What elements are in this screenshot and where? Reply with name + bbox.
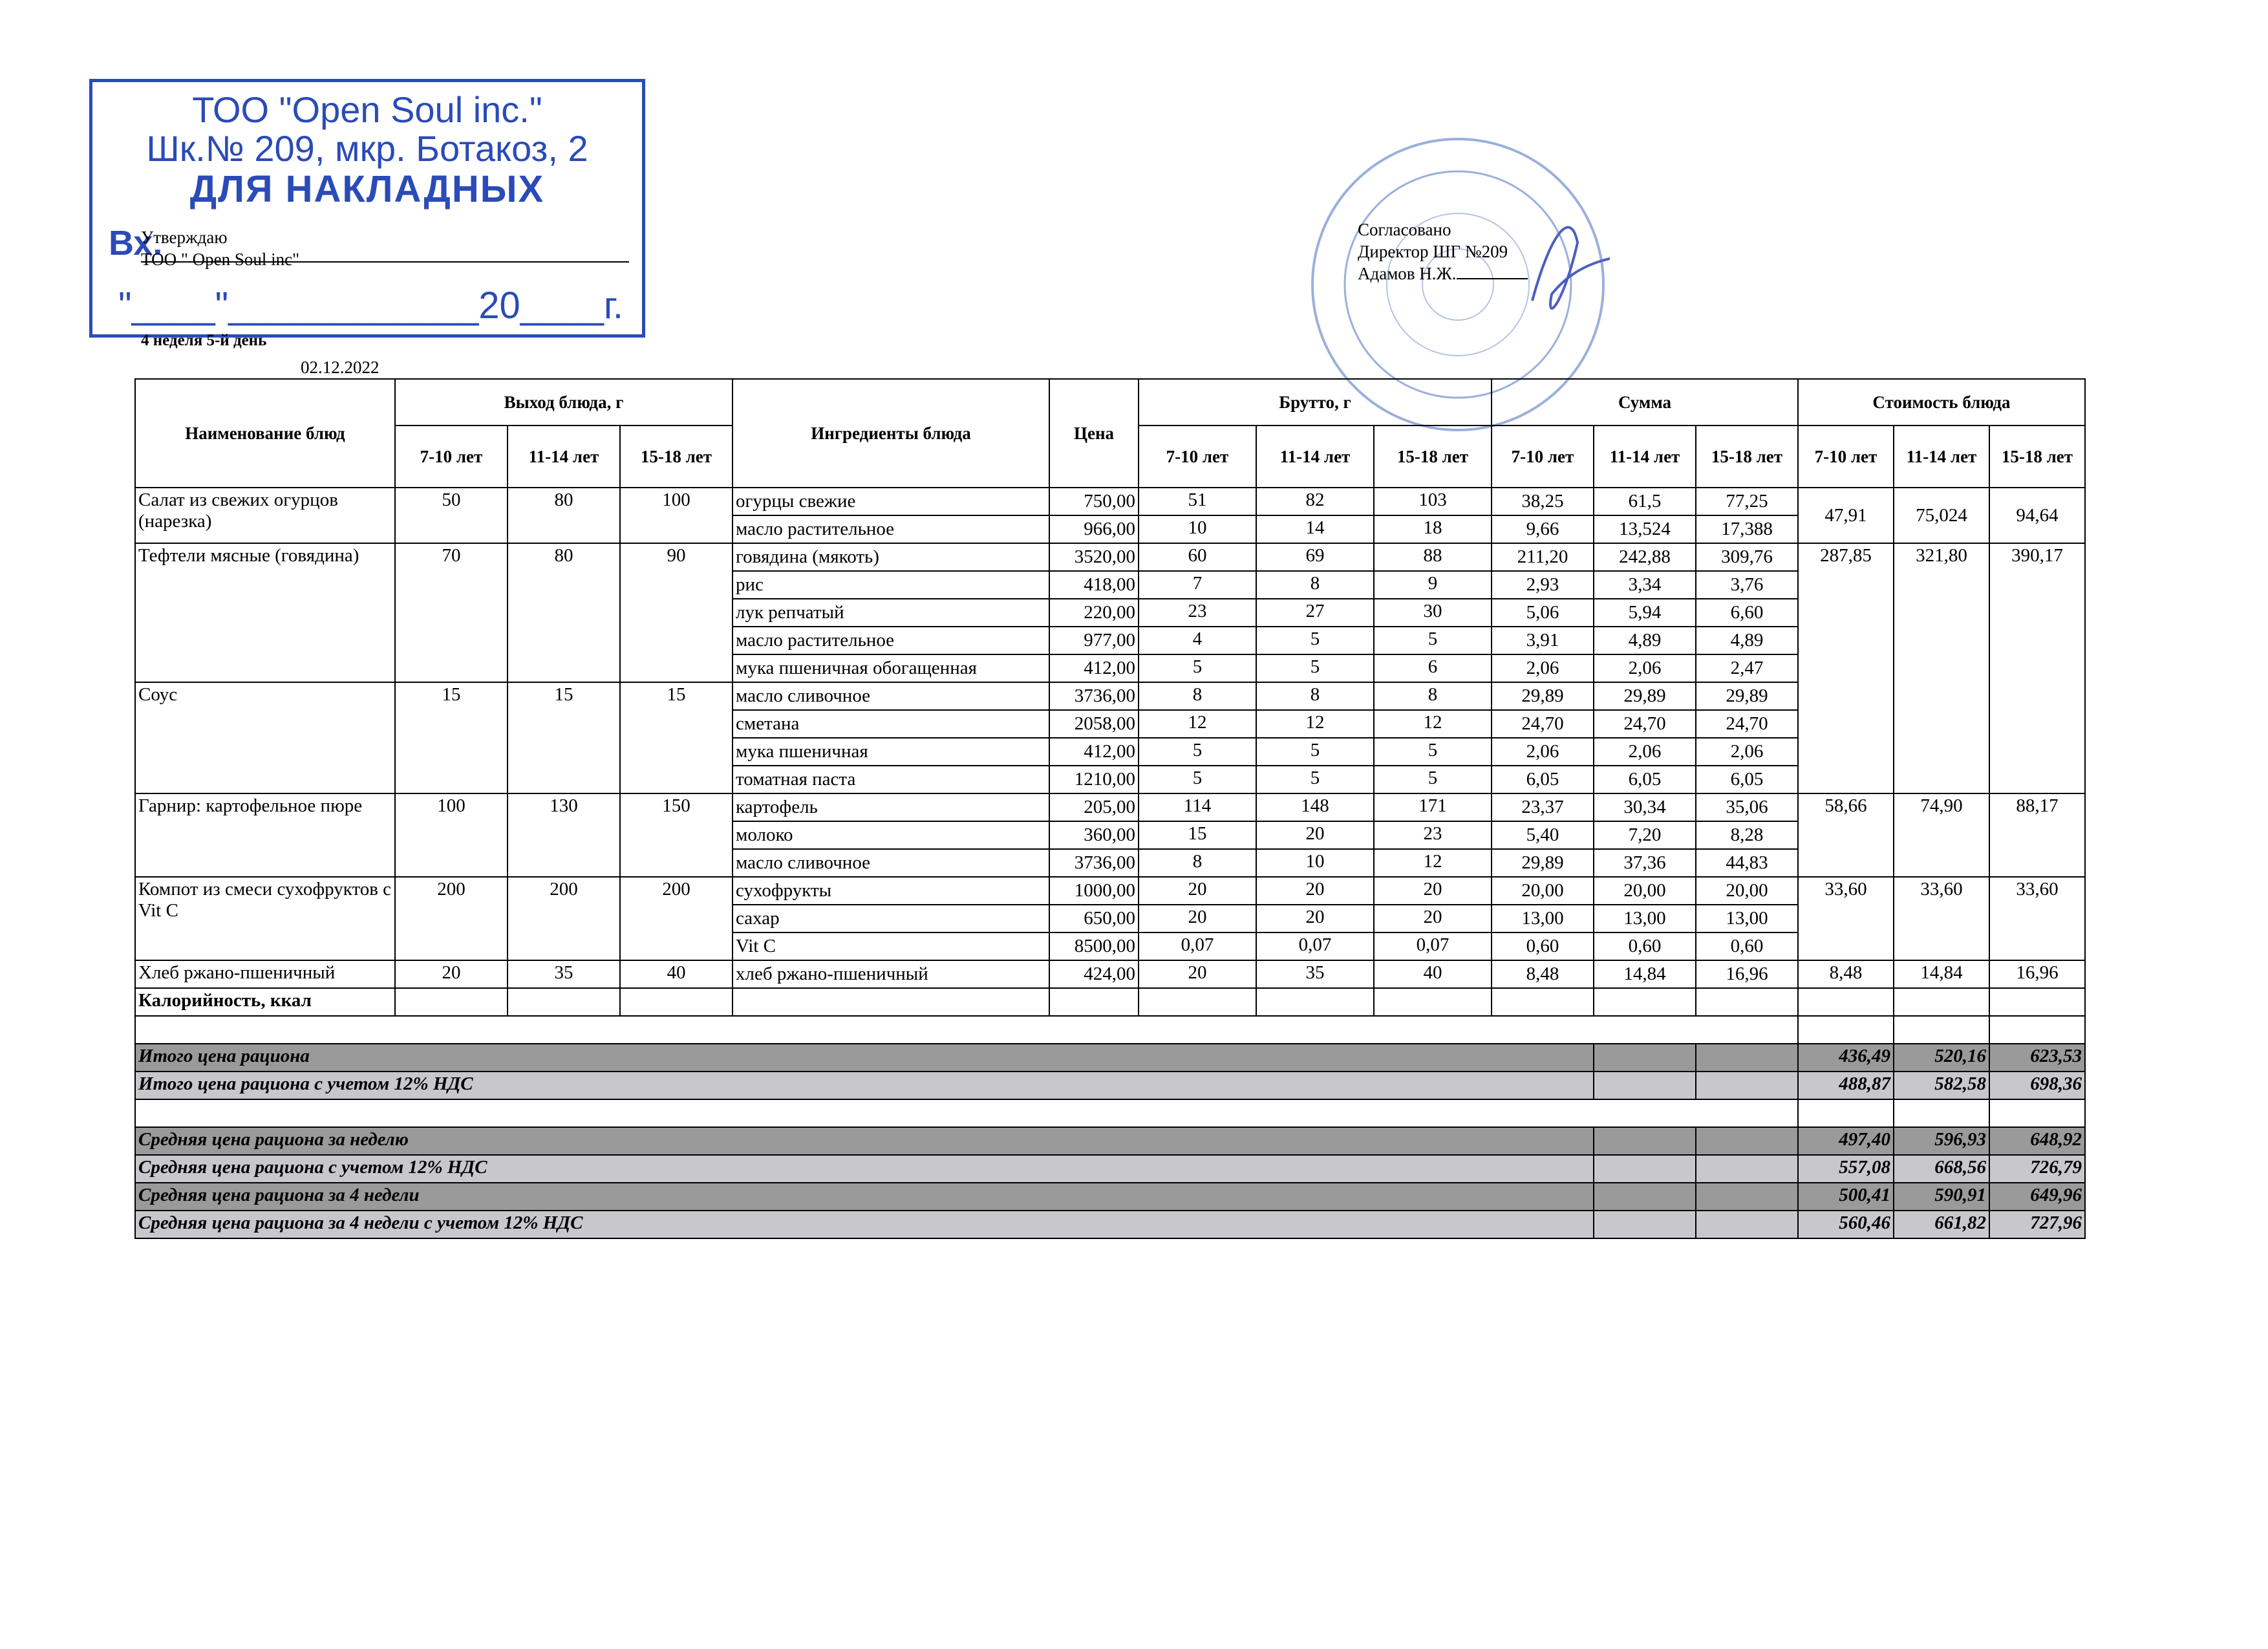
sum-value: 20,00: [1492, 877, 1594, 905]
brutto-grams: 0,07: [1139, 932, 1256, 960]
ingredient-name: сметана: [733, 710, 1049, 738]
stamp-incoming: Вх.: [109, 224, 163, 263]
sum-value: 29,89: [1594, 682, 1696, 710]
sum-value: 13,00: [1594, 905, 1696, 932]
sum-value: 4,89: [1594, 627, 1696, 654]
output-grams: 100: [395, 793, 508, 877]
brutto-grams: 114: [1139, 793, 1256, 821]
sum-value: 8,28: [1696, 821, 1798, 849]
sum-value: 13,00: [1492, 905, 1594, 932]
dish-name: Салат из свежих огурцов (нарезка): [135, 488, 395, 543]
director-title: Директор ШГ №209: [1358, 242, 1508, 261]
price: 412,00: [1049, 738, 1139, 766]
total-row: [135, 1183, 2085, 1211]
ingredient-name: масло растительное: [733, 515, 1049, 543]
sum-value: 8,48: [1492, 960, 1594, 988]
total-value: 648,92: [1989, 1127, 2085, 1155]
output-grams: 15: [620, 682, 733, 793]
empty-cell: [1989, 988, 2085, 1016]
approve-label: Утверждаю: [141, 228, 228, 247]
spacer-row: [135, 1016, 2085, 1044]
ingredient-name: сухофрукты: [733, 877, 1049, 905]
total-value: 500,41: [1798, 1183, 1894, 1211]
sum-value: 309,76: [1696, 543, 1798, 571]
header-age: 11-14 лет: [1594, 426, 1696, 488]
sum-value: 211,20: [1492, 543, 1594, 571]
brutto-grams: 9: [1374, 571, 1492, 599]
price: 3520,00: [1049, 543, 1139, 571]
brutto-grams: 5: [1374, 766, 1492, 793]
header-cost: Стоимость блюда: [1798, 379, 2085, 426]
header-age: 15-18 лет: [1374, 426, 1492, 488]
sum-value: 30,34: [1594, 793, 1696, 821]
brutto-grams: 14: [1256, 515, 1374, 543]
ingredient-name: мука пшеничная: [733, 738, 1049, 766]
sum-value: 14,84: [1594, 960, 1696, 988]
price: 966,00: [1049, 515, 1139, 543]
total-row: [135, 1155, 2085, 1183]
ingredient-name: масло сливочное: [733, 849, 1049, 877]
ingredient-name: масло сливочное: [733, 682, 1049, 710]
sum-value: 29,89: [1492, 682, 1594, 710]
brutto-grams: 8: [1256, 682, 1374, 710]
approve-company: ТОО " Open Soul inc": [141, 250, 300, 269]
sum-value: 0,60: [1594, 932, 1696, 960]
sum-value: 13,524: [1594, 515, 1696, 543]
sum-value: 6,60: [1696, 599, 1798, 627]
output-grams: 200: [620, 877, 733, 960]
brutto-grams: 0,07: [1374, 932, 1492, 960]
brutto-grams: 5: [1139, 738, 1256, 766]
sum-value: 44,83: [1696, 849, 1798, 877]
price: 220,00: [1049, 599, 1139, 627]
sum-value: 17,388: [1696, 515, 1798, 543]
brutto-grams: 5: [1374, 738, 1492, 766]
ingredient-name: Vit C: [733, 932, 1049, 960]
output-grams: 80: [508, 488, 620, 543]
brutto-grams: 5: [1139, 654, 1256, 682]
sum-value: 2,06: [1696, 738, 1798, 766]
header-age: 11-14 лет: [508, 426, 620, 488]
sum-value: 0,60: [1492, 932, 1594, 960]
calories-label: Калорийность, ккал: [135, 988, 395, 1016]
sum-value: 16,96: [1696, 960, 1798, 988]
ingredient-name: мука пшеничная обогащенная: [733, 654, 1049, 682]
sum-value: 2,06: [1594, 738, 1696, 766]
empty-cell: [1594, 1183, 1696, 1211]
sum-value: 29,89: [1492, 849, 1594, 877]
sum-value: 0,60: [1696, 932, 1798, 960]
price: 418,00: [1049, 571, 1139, 599]
sum-value: 24,70: [1492, 710, 1594, 738]
sum-value: 2,47: [1696, 654, 1798, 682]
empty-cell: [395, 988, 508, 1016]
brutto-grams: 5: [1256, 627, 1374, 654]
header-age: 7-10 лет: [1139, 426, 1256, 488]
brutto-grams: 8: [1139, 849, 1256, 877]
sum-value: 13,00: [1696, 905, 1798, 932]
dish-cost: 47,91: [1798, 488, 1894, 543]
brutto-grams: 5: [1256, 766, 1374, 793]
empty-cell: [1492, 988, 1594, 1016]
header-price: Цена: [1049, 379, 1139, 488]
brutto-grams: 69: [1256, 543, 1374, 571]
agreement-block: [1358, 219, 1528, 285]
sum-value: 7,20: [1594, 821, 1696, 849]
brutto-grams: 4: [1139, 627, 1256, 654]
header-age: 15-18 лет: [620, 426, 733, 488]
brutto-grams: 51: [1139, 488, 1256, 515]
table-row: [135, 877, 2085, 905]
dish-cost: 33,60: [1798, 877, 1894, 960]
price: 750,00: [1049, 488, 1139, 515]
agreed-label: Согласовано: [1358, 220, 1451, 239]
sum-value: 2,93: [1492, 571, 1594, 599]
output-grams: 15: [508, 682, 620, 793]
total-value: 582,58: [1894, 1072, 1989, 1099]
sum-value: 24,70: [1594, 710, 1696, 738]
total-row: [135, 1044, 2085, 1072]
dish-cost: 390,17: [1989, 543, 2085, 793]
total-value: 520,16: [1894, 1044, 1989, 1072]
output-grams: 40: [620, 960, 733, 988]
brutto-grams: 0,07: [1256, 932, 1374, 960]
brutto-grams: 6: [1374, 654, 1492, 682]
total-row: [135, 1211, 2085, 1238]
dish-cost: 58,66: [1798, 793, 1894, 877]
empty-cell: [1696, 1072, 1798, 1099]
brutto-grams: 15: [1139, 821, 1256, 849]
empty-cell: [1894, 988, 1989, 1016]
total-label: Средняя цена рациона с учетом 12% НДС: [135, 1155, 1594, 1183]
header-age: 7-10 лет: [395, 426, 508, 488]
output-grams: 130: [508, 793, 620, 877]
output-grams: 35: [508, 960, 620, 988]
signature-line: [1457, 278, 1528, 279]
sum-value: 61,5: [1594, 488, 1696, 515]
output-grams: 50: [395, 488, 508, 543]
dish-cost: 33,60: [1989, 877, 2085, 960]
dish-cost: 287,85: [1798, 543, 1894, 793]
empty-cell: [1696, 1044, 1798, 1072]
sum-value: 24,70: [1696, 710, 1798, 738]
empty-cell: [1989, 1016, 2085, 1044]
empty-cell: [1696, 1183, 1798, 1211]
dish-name: Гарнир: картофельное пюре: [135, 793, 395, 877]
brutto-grams: 5: [1374, 627, 1492, 654]
brutto-grams: 148: [1256, 793, 1374, 821]
ingredient-name: рис: [733, 571, 1049, 599]
sum-value: 3,91: [1492, 627, 1594, 654]
total-label: Итого цена рациона: [135, 1044, 1594, 1072]
director-name: Адамов Н.Ж.: [1358, 264, 1457, 283]
total-label: Средняя цена рациона за неделю: [135, 1127, 1594, 1155]
company-stamp: [89, 79, 645, 338]
dish-cost: 33,60: [1894, 877, 1989, 960]
sum-value: 5,94: [1594, 599, 1696, 627]
sum-value: 2,06: [1594, 654, 1696, 682]
ingredient-name: лук репчатый: [733, 599, 1049, 627]
header-output: Выход блюда, г: [395, 379, 733, 426]
stamp-purpose: ДЛЯ НАКЛАДНЫХ: [189, 168, 545, 210]
total-value: 497,40: [1798, 1127, 1894, 1155]
output-grams: 20: [395, 960, 508, 988]
header-age: 7-10 лет: [1798, 426, 1894, 488]
brutto-grams: 35: [1256, 960, 1374, 988]
price: 977,00: [1049, 627, 1139, 654]
price: 2058,00: [1049, 710, 1139, 738]
empty-cell: [1594, 1155, 1696, 1183]
dish-name: Компот из смеси сухофруктов с Vit C: [135, 877, 395, 960]
menu-body: [135, 488, 2085, 1238]
price: 1210,00: [1049, 766, 1139, 793]
sum-value: 35,06: [1696, 793, 1798, 821]
ingredient-name: сахар: [733, 905, 1049, 932]
brutto-grams: 40: [1374, 960, 1492, 988]
brutto-grams: 10: [1256, 849, 1374, 877]
empty-cell: [508, 988, 620, 1016]
stamp-company: ТОО "Open Soul inc.": [192, 89, 542, 130]
empty-cell: [1594, 1072, 1696, 1099]
output-grams: 150: [620, 793, 733, 877]
empty-cell: [1696, 1211, 1798, 1238]
document-date: 02.12.2022: [301, 358, 380, 377]
table-row: [135, 793, 2085, 821]
empty-cell: [1594, 1044, 1696, 1072]
brutto-grams: 8: [1374, 682, 1492, 710]
sum-value: 4,89: [1696, 627, 1798, 654]
price: 424,00: [1049, 960, 1139, 988]
empty-cell: [1696, 988, 1798, 1016]
table-row: [135, 682, 2085, 710]
total-value: 488,87: [1798, 1072, 1894, 1099]
total-value: 560,46: [1798, 1211, 1894, 1238]
total-row: [135, 1127, 2085, 1155]
total-value: 596,93: [1894, 1127, 1989, 1155]
sum-value: 9,66: [1492, 515, 1594, 543]
total-value: 698,36: [1989, 1072, 2085, 1099]
stamp-date-line: "____"____________20____г.: [118, 285, 624, 327]
header-ingredients: Ингредиенты блюда: [733, 379, 1049, 488]
output-grams: 200: [508, 877, 620, 960]
brutto-grams: 5: [1139, 766, 1256, 793]
brutto-grams: 5: [1256, 654, 1374, 682]
sum-value: 6,05: [1696, 766, 1798, 793]
sum-value: 6,05: [1492, 766, 1594, 793]
sum-value: 242,88: [1594, 543, 1696, 571]
output-grams: 200: [395, 877, 508, 960]
brutto-grams: 8: [1256, 571, 1374, 599]
sum-value: 3,34: [1594, 571, 1696, 599]
header-age: 11-14 лет: [1894, 426, 1989, 488]
brutto-grams: 7: [1139, 571, 1256, 599]
empty-cell: [1798, 1016, 1894, 1044]
ingredient-name: картофель: [733, 793, 1049, 821]
header-age: 7-10 лет: [1492, 426, 1594, 488]
empty-cell: [733, 988, 1049, 1016]
sum-value: 29,89: [1696, 682, 1798, 710]
brutto-grams: 20: [1256, 821, 1374, 849]
empty-cell: [1798, 988, 1894, 1016]
brutto-grams: 10: [1139, 515, 1256, 543]
price: 3736,00: [1049, 682, 1139, 710]
empty-cell: [1594, 1127, 1696, 1155]
empty-cell: [1049, 988, 1139, 1016]
empty-cell: [135, 1099, 1798, 1127]
price: 412,00: [1049, 654, 1139, 682]
brutto-grams: 27: [1256, 599, 1374, 627]
brutto-grams: 20: [1256, 877, 1374, 905]
empty-cell: [1374, 988, 1492, 1016]
empty-cell: [1894, 1016, 1989, 1044]
total-value: 557,08: [1798, 1155, 1894, 1183]
table-row: [135, 960, 2085, 988]
brutto-grams: 23: [1139, 599, 1256, 627]
brutto-grams: 20: [1139, 905, 1256, 932]
brutto-grams: 12: [1139, 710, 1256, 738]
total-value: 661,82: [1894, 1211, 1989, 1238]
empty-cell: [1139, 988, 1256, 1016]
dish-cost: 14,84: [1894, 960, 1989, 988]
price: 650,00: [1049, 905, 1139, 932]
sum-value: 38,25: [1492, 488, 1594, 515]
brutto-grams: 23: [1374, 821, 1492, 849]
price: 8500,00: [1049, 932, 1139, 960]
sum-value: 37,36: [1594, 849, 1696, 877]
output-grams: 90: [620, 543, 733, 682]
total-label: Средняя цена рациона за 4 недели: [135, 1183, 1594, 1211]
brutto-grams: 20: [1374, 905, 1492, 932]
total-value: 726,79: [1989, 1155, 2085, 1183]
empty-cell: [1594, 988, 1696, 1016]
dish-cost: 8,48: [1798, 960, 1894, 988]
sum-value: 3,76: [1696, 571, 1798, 599]
total-value: 649,96: [1989, 1183, 2085, 1211]
empty-cell: [135, 1016, 1798, 1044]
brutto-grams: 20: [1139, 877, 1256, 905]
total-value: 436,49: [1798, 1044, 1894, 1072]
calories-row: [135, 988, 2085, 1016]
signature-line: [141, 261, 629, 263]
output-grams: 80: [508, 543, 620, 682]
brutto-grams: 103: [1374, 488, 1492, 515]
dish-name: Тефтели мясные (говядина): [135, 543, 395, 682]
sum-value: 2,06: [1492, 738, 1594, 766]
empty-cell: [1256, 988, 1374, 1016]
dish-cost: 321,80: [1894, 543, 1989, 793]
brutto-grams: 12: [1374, 849, 1492, 877]
total-value: 668,56: [1894, 1155, 1989, 1183]
dish-cost: 75,024: [1894, 488, 1989, 543]
header-sum: Сумма: [1492, 379, 1798, 426]
output-grams: 70: [395, 543, 508, 682]
empty-cell: [1894, 1099, 1989, 1127]
total-label: Итого цена рациона с учетом 12% НДС: [135, 1072, 1594, 1099]
price: 205,00: [1049, 793, 1139, 821]
output-grams: 15: [395, 682, 508, 793]
brutto-grams: 88: [1374, 543, 1492, 571]
brutto-grams: 20: [1139, 960, 1256, 988]
brutto-grams: 12: [1256, 710, 1374, 738]
total-value: 623,53: [1989, 1044, 2085, 1072]
brutto-grams: 20: [1256, 905, 1374, 932]
sum-value: 77,25: [1696, 488, 1798, 515]
brutto-grams: 20: [1374, 877, 1492, 905]
empty-cell: [1696, 1155, 1798, 1183]
sum-value: 23,37: [1492, 793, 1594, 821]
dish-cost: 16,96: [1989, 960, 2085, 988]
brutto-grams: 12: [1374, 710, 1492, 738]
week-day-label: 4 неделя 5-й день: [141, 332, 267, 349]
ingredient-name: масло растительное: [733, 627, 1049, 654]
spacer-row: [135, 1099, 2085, 1127]
ingredient-name: молоко: [733, 821, 1049, 849]
empty-cell: [620, 988, 733, 1016]
sum-value: 6,05: [1594, 766, 1696, 793]
dish-cost: 74,90: [1894, 793, 1989, 877]
total-label: Средняя цена рациона за 4 недели с учетом 12% НДС: [135, 1211, 1594, 1238]
price: 1000,00: [1049, 877, 1139, 905]
total-value: 727,96: [1989, 1211, 2085, 1238]
brutto-grams: 18: [1374, 515, 1492, 543]
dish-name: Хлеб ржано-пшеничный: [135, 960, 395, 988]
table-row: [135, 488, 2085, 515]
approval-block: [141, 226, 299, 270]
sum-value: 2,06: [1492, 654, 1594, 682]
header-age: 11-14 лет: [1256, 426, 1374, 488]
total-row: [135, 1072, 2085, 1099]
dish-cost: 88,17: [1989, 793, 2085, 877]
ingredient-name: томатная паста: [733, 766, 1049, 793]
brutto-grams: 171: [1374, 793, 1492, 821]
header-age: 15-18 лет: [1989, 426, 2085, 488]
brutto-grams: 5: [1256, 738, 1374, 766]
brutto-grams: 30: [1374, 599, 1492, 627]
brutto-grams: 82: [1256, 488, 1374, 515]
brutto-grams: 8: [1139, 682, 1256, 710]
menu-cost-table: [134, 378, 2086, 1239]
stamp-address: Шк.№ 209, мкр. Ботакоз, 2: [146, 128, 588, 169]
brutto-grams: 60: [1139, 543, 1256, 571]
empty-cell: [1696, 1127, 1798, 1155]
dish-name: Соус: [135, 682, 395, 793]
ingredient-name: говядина (мякоть): [733, 543, 1049, 571]
table-row: [135, 543, 2085, 571]
price: 3736,00: [1049, 849, 1139, 877]
empty-cell: [1989, 1099, 2085, 1127]
sum-value: 20,00: [1696, 877, 1798, 905]
empty-cell: [1798, 1099, 1894, 1127]
sum-value: 20,00: [1594, 877, 1696, 905]
header-brutto: Брутто, г: [1139, 379, 1492, 426]
output-grams: 100: [620, 488, 733, 543]
total-value: 590,91: [1894, 1183, 1989, 1211]
empty-cell: [1594, 1211, 1696, 1238]
dish-cost: 94,64: [1989, 488, 2085, 543]
header-age: 15-18 лет: [1696, 426, 1798, 488]
header-dish: Наименование блюд: [135, 379, 395, 488]
ingredient-name: хлеб ржано-пшеничный: [733, 960, 1049, 988]
price: 360,00: [1049, 821, 1139, 849]
sum-value: 5,40: [1492, 821, 1594, 849]
ingredient-name: огурцы свежие: [733, 488, 1049, 515]
sum-value: 5,06: [1492, 599, 1594, 627]
